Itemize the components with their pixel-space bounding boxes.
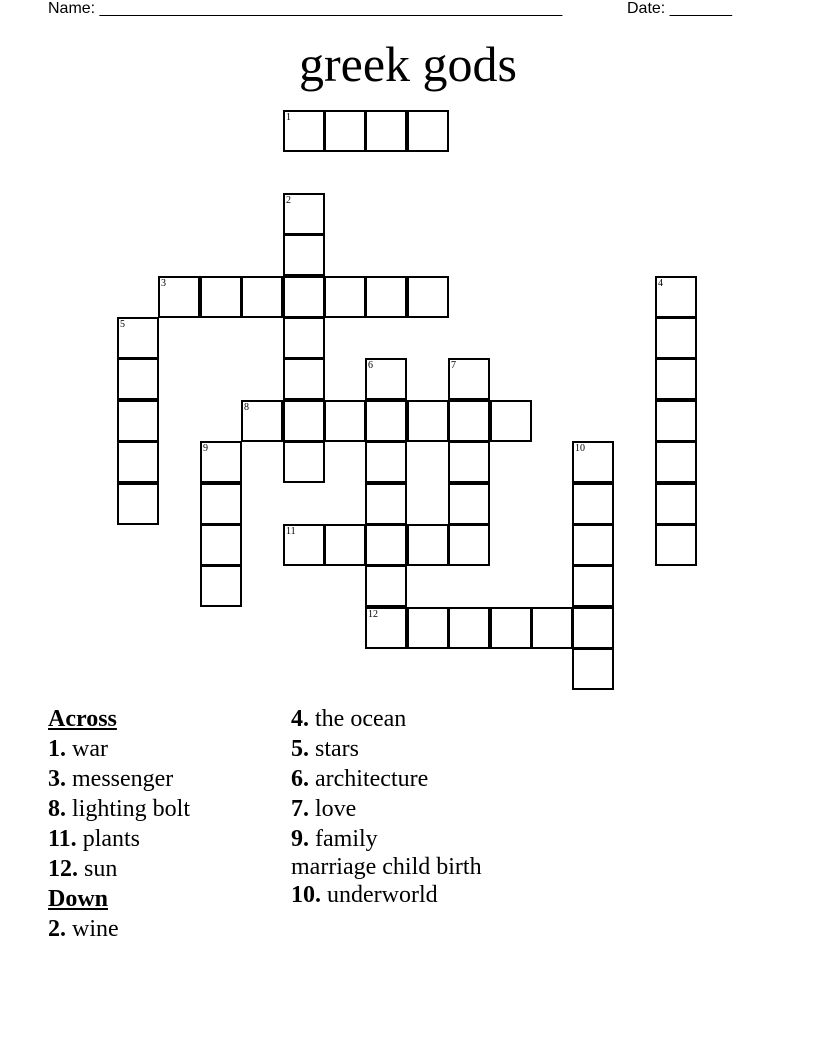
clue-number: 11. [48,826,77,852]
grid-cell[interactable] [655,524,697,566]
grid-cell[interactable] [283,400,325,442]
grid-cell[interactable] [531,607,573,649]
clue-continuation: marriage child birth [291,854,482,880]
grid-cell[interactable] [283,193,325,235]
grid-cell[interactable] [448,483,490,525]
clue-number: 3. [48,766,66,792]
grid-cell[interactable] [200,483,242,525]
grid-cell[interactable] [407,400,449,442]
grid-cell[interactable] [655,358,697,400]
page-title: greek gods [299,36,517,92]
grid-cell[interactable] [655,276,697,318]
date-field-label: Date: _______ [627,0,732,17]
across-clue [48,854,190,884]
cell-number: 2 [286,195,291,206]
grid-cell[interactable] [572,565,614,607]
clue-text: architecture [315,766,429,792]
grid-cell[interactable] [448,607,490,649]
grid-cell[interactable] [490,400,532,442]
cell-number: 3 [161,278,166,289]
grid-cell[interactable] [572,648,614,690]
grid-cell[interactable] [655,483,697,525]
across-clue [48,794,190,824]
grid-cell[interactable] [365,607,407,649]
across-clue [48,764,190,794]
cell-number: 10 [575,443,585,454]
clue-number: 9. [291,826,309,852]
grid-cell[interactable] [365,524,407,566]
across-clue [48,824,190,854]
grid-cell[interactable] [158,276,200,318]
clue-text: messenger [72,766,174,792]
cell-number: 9 [203,443,208,454]
grid-cell[interactable] [200,524,242,566]
cell-number: 5 [120,319,125,330]
down-clue [291,880,482,910]
grid-cell[interactable] [407,110,449,152]
down-clue [291,794,482,824]
grid-cell[interactable] [117,400,159,442]
grid-cell[interactable] [572,524,614,566]
grid-cell[interactable] [572,483,614,525]
grid-cell[interactable] [283,234,325,276]
grid-cell[interactable] [283,524,325,566]
down-clue [291,734,482,764]
clue-text: underworld [327,882,438,908]
grid-cell[interactable] [448,524,490,566]
grid-cell[interactable] [200,565,242,607]
grid-cell[interactable] [655,441,697,483]
down-clue [291,764,482,794]
clue-text: plants [82,826,141,852]
clue-column-right [291,704,482,910]
grid-cell[interactable] [572,607,614,649]
grid-cell[interactable] [283,110,325,152]
clue-text: war [72,736,108,762]
clue-text: lighting bolt [72,796,191,822]
grid-cell[interactable] [448,400,490,442]
grid-cell[interactable] [365,565,407,607]
grid-cell[interactable] [407,607,449,649]
clue-text: family [315,826,378,852]
grid-cell[interactable] [448,441,490,483]
down-clue [291,704,482,734]
clue-number: 4. [291,706,309,732]
cell-number: 4 [658,278,663,289]
grid-cell[interactable] [241,276,283,318]
clue-number: 8. [48,796,66,822]
grid-cell[interactable] [365,483,407,525]
cell-number: 11 [286,526,296,537]
clue-number: 5. [291,736,309,762]
grid-cell[interactable] [365,276,407,318]
grid-cell[interactable] [324,524,366,566]
grid-cell[interactable] [407,524,449,566]
clue-text: love [315,796,357,822]
name-field-label: Name: ____________________________________________________ [48,0,563,17]
cell-number: 6 [368,360,373,371]
grid-cell[interactable] [283,441,325,483]
grid-cell[interactable] [200,276,242,318]
clue-number: 1. [48,736,66,762]
grid-cell[interactable] [655,317,697,359]
down-clue [48,914,190,944]
grid-cell[interactable] [407,276,449,318]
grid-cell[interactable] [365,400,407,442]
across-clue [48,734,190,764]
grid-cell[interactable] [200,441,242,483]
clue-text: sun [84,856,118,882]
down-heading: Down [48,886,109,912]
grid-cell[interactable] [490,607,532,649]
grid-cell[interactable] [365,441,407,483]
clue-number: 12. [48,856,78,882]
clue-text: stars [315,736,359,762]
grid-cell[interactable] [324,110,366,152]
clue-number: 10. [291,882,321,908]
clue-number: 6. [291,766,309,792]
clue-number: 7. [291,796,309,822]
grid-cell[interactable] [655,400,697,442]
grid-cell[interactable] [117,317,159,359]
cell-number: 8 [244,402,249,413]
grid-cell[interactable] [283,276,325,318]
grid-cell[interactable] [324,276,366,318]
grid-cell[interactable] [448,358,490,400]
grid-cell[interactable] [117,358,159,400]
cell-number: 12 [368,609,378,620]
across-heading: Across [48,706,117,732]
grid-cell[interactable] [117,483,159,525]
grid-cell[interactable] [283,317,325,359]
clue-text: wine [72,916,119,942]
grid-cell[interactable] [365,110,407,152]
grid-cell[interactable] [365,358,407,400]
clue-column-left [48,704,190,944]
clue-text: the ocean [315,706,407,732]
cell-number: 7 [451,360,456,371]
grid-cell[interactable] [572,441,614,483]
clue-number: 2. [48,916,66,942]
down-clue [291,824,482,854]
grid-cell[interactable] [117,441,159,483]
cell-number: 1 [286,112,291,123]
grid-cell[interactable] [283,358,325,400]
grid-cell[interactable] [324,400,366,442]
grid-cell[interactable] [241,400,283,442]
